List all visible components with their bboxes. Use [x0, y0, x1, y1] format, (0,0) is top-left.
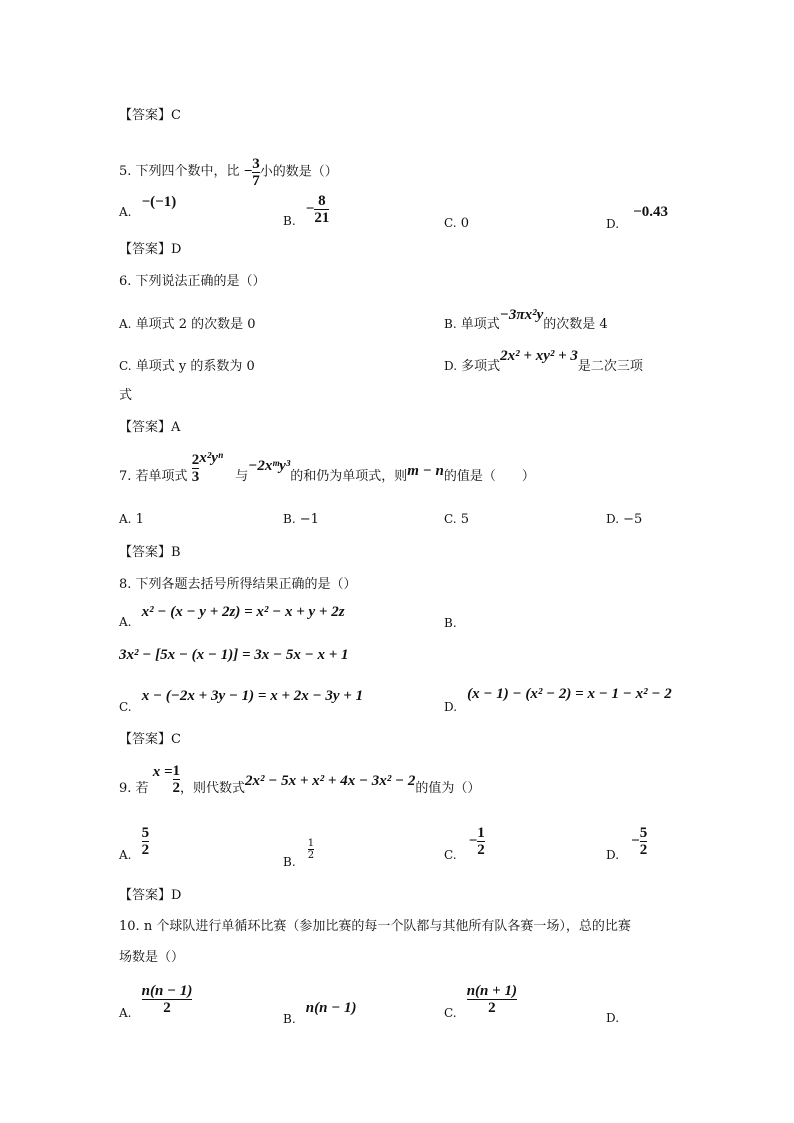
ref-sign: −: [243, 163, 253, 180]
option-c: [119, 688, 364, 714]
option-a: [119, 313, 256, 332]
option-sign: −: [305, 201, 315, 217]
question-stem-mid: ，则代数式: [180, 781, 246, 796]
option-sign: −: [468, 833, 478, 849]
question-number: 7.: [119, 469, 132, 484]
answer-q4: [119, 104, 181, 123]
option-numerator: 8: [318, 193, 326, 209]
option-fraction: [640, 825, 648, 858]
question-7: [119, 452, 535, 485]
option-label: C.: [444, 216, 457, 230]
option-expr: 2x² + xy² + 3: [500, 348, 578, 364]
option-text-end: 的次数是 4: [543, 317, 608, 332]
option-d: [606, 825, 648, 862]
option-label: B.: [444, 317, 457, 331]
option-d: [444, 686, 672, 714]
question-stem: 下列四个数中，比: [135, 164, 240, 179]
option-denominator: 2: [477, 842, 485, 858]
condition-numerator: 1: [172, 763, 181, 779]
option-a: [119, 983, 193, 1020]
option-c: [444, 825, 485, 862]
option-c: [444, 216, 469, 231]
question-6: [119, 270, 266, 289]
target-expr: m − n: [407, 463, 444, 479]
term1-numerator: 2: [191, 452, 200, 468]
option-label: C.: [444, 512, 457, 526]
condition-var: x =: [152, 764, 173, 780]
option-sign: −: [631, 833, 640, 849]
question-stem: 若单项式: [135, 469, 188, 484]
option-denominator: 2: [639, 842, 648, 858]
question-stem-end: 的值为（）: [415, 781, 481, 796]
ref-denominator: 7: [252, 172, 260, 189]
answer-value: C: [171, 108, 181, 123]
term2: −2xᵐy³: [248, 458, 291, 474]
answer-value: B: [171, 545, 181, 560]
option-label: B.: [444, 616, 457, 630]
option-text: 1: [135, 512, 144, 527]
option-numerator: 1: [477, 825, 485, 841]
option-c: [444, 983, 517, 1020]
option-expr: −0.43: [633, 204, 668, 220]
option-expr: x − (−2x + 3y − 1) = x + 2x − 3y + 1: [141, 688, 364, 704]
option-label: D.: [606, 217, 620, 231]
question-stem-end: 小的数是（）: [259, 164, 338, 180]
term1-denominator: 3: [191, 469, 200, 485]
answer-value: A: [171, 420, 181, 435]
question-connector: 与: [235, 469, 249, 484]
option-label: C.: [119, 700, 132, 714]
question-stem: 下列各题去括号所得结果正确的是（）: [135, 577, 357, 592]
condition-denominator: 2: [172, 780, 181, 796]
option-expr: −(−1): [141, 194, 177, 210]
option-expr: (x − 1) − (x² − 2) = x − 1 − x² − 2: [467, 686, 672, 702]
option-d-wrap: 式: [119, 388, 133, 403]
option-label: A.: [119, 205, 132, 219]
answer-label: 【答案】: [119, 420, 172, 435]
option-fraction: [142, 825, 150, 858]
option-numerator: 5: [141, 825, 150, 841]
option-fraction: [308, 838, 314, 861]
question-stem: 下列说法正确的是（）: [135, 274, 266, 289]
question-8: [119, 573, 357, 592]
answer-label: 【答案】: [119, 545, 172, 560]
option-label: D.: [444, 359, 458, 373]
option-denominator: 2: [141, 842, 150, 858]
option-a: [119, 604, 345, 629]
option-text-end: 是二次三项: [577, 359, 643, 374]
question-10: [119, 915, 631, 934]
option-text: 5: [460, 512, 469, 527]
option-label: B.: [283, 1012, 296, 1026]
answer-label: 【答案】: [119, 108, 172, 123]
option-label: D.: [606, 1011, 620, 1025]
option-fraction: [467, 983, 517, 1016]
option-d: [606, 512, 642, 527]
answer-q9: [119, 884, 181, 903]
option-b: [283, 193, 329, 226]
option-c: [444, 512, 469, 527]
question-number: 8.: [119, 577, 132, 592]
answer-value: D: [171, 242, 182, 257]
option-a: [119, 194, 177, 221]
option-label: A.: [119, 512, 132, 526]
option-label: C.: [444, 1006, 457, 1020]
option-label: A.: [119, 317, 132, 331]
option-d: [606, 1011, 619, 1026]
option-text: −5: [623, 512, 643, 527]
question-stem-mid: 的和仍为单项式，则: [290, 469, 408, 484]
option-denominator: 2: [307, 850, 315, 861]
option-label: A.: [119, 848, 132, 862]
option-b: [444, 304, 608, 332]
answer-q8: [119, 728, 181, 747]
answer-label: 【答案】: [119, 242, 172, 257]
answer-q6: [119, 416, 180, 435]
option-label: A.: [119, 1006, 132, 1020]
option-expr: x² − (x − y + 2z) = x² − x + y + 2z: [141, 604, 345, 620]
option-denominator: 21: [314, 210, 330, 226]
ref-numerator: 3: [252, 155, 260, 172]
option-numerator: 1: [307, 838, 315, 849]
option-label: C.: [119, 359, 132, 373]
option-fraction: [314, 193, 329, 226]
condition-fraction: [173, 763, 181, 796]
option-d: [606, 204, 668, 231]
question-stem-end: 的值是（ ）: [443, 469, 535, 484]
option-label: B.: [283, 512, 296, 526]
option-text: 单项式 2 的次数是 0: [135, 317, 256, 332]
term1: x²yⁿ: [199, 450, 224, 466]
question-stem: n 个球队进行单循环比赛（参加比赛的每一个队都与其他所有队各赛一场），总的比赛: [143, 919, 631, 934]
option-b: [283, 838, 315, 869]
option-a: [119, 512, 144, 527]
option-numerator: n(n + 1): [466, 983, 517, 999]
question-number: 9.: [119, 781, 132, 796]
question-10-line2: 场数是（）: [119, 950, 185, 965]
question-stem: 若: [135, 781, 149, 796]
answer-value: D: [171, 888, 182, 903]
option-numerator: 5: [639, 825, 648, 841]
answer-label: 【答案】: [119, 732, 172, 747]
answer-value: C: [171, 732, 181, 747]
option-label: D.: [606, 512, 620, 526]
option-denominator: 2: [142, 999, 193, 1016]
option-numerator: n(n − 1): [141, 983, 193, 999]
question-number: 5.: [119, 164, 132, 179]
option-expr: −3πx²y: [499, 307, 544, 323]
option-b: [283, 1000, 357, 1026]
option-b-expr: [119, 647, 349, 664]
question-number: 10.: [119, 919, 140, 934]
option-b: [444, 616, 457, 631]
option-b: [283, 512, 319, 527]
option-expr: n(n − 1): [305, 1000, 357, 1016]
option-label: B.: [283, 855, 296, 869]
option-expr: 3x² − [5x − (x − 1)] = 3x − 5x − x + 1: [119, 647, 349, 663]
option-label: D.: [606, 848, 620, 862]
ref-fraction: [252, 156, 260, 189]
option-text: 单项式 y 的系数为 0: [135, 359, 255, 374]
question-9: [119, 763, 480, 796]
option-denominator: 2: [467, 999, 517, 1016]
question-number: 6.: [119, 274, 132, 289]
option-c: [119, 355, 255, 374]
option-fraction: [477, 825, 485, 858]
option-text: 单项式: [460, 317, 500, 332]
option-text: 0: [460, 216, 469, 231]
option-fraction: [142, 983, 193, 1016]
answer-label: 【答案】: [119, 888, 172, 903]
answer-q7: [119, 541, 181, 560]
option-text: −1: [299, 512, 319, 527]
option-label: A.: [119, 615, 132, 629]
option-text: 多项式: [461, 359, 501, 374]
option-label: D.: [444, 700, 458, 714]
option-label: B.: [283, 214, 296, 228]
question-expr: 2x² − 5x + x² + 4x − 3x² − 2: [245, 773, 416, 789]
option-label: C.: [444, 848, 457, 862]
option-d: [444, 345, 643, 374]
answer-q5: [119, 238, 181, 257]
option-a: [119, 825, 150, 862]
